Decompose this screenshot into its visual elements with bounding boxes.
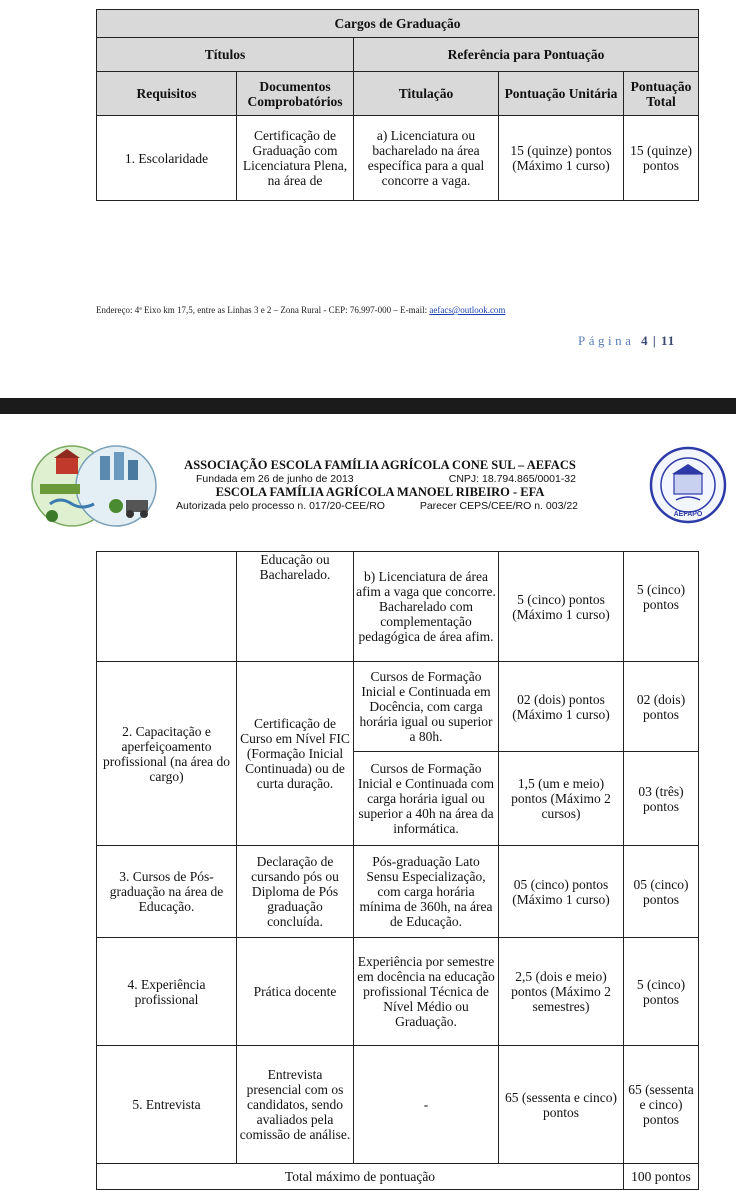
grading-table-part2 [96,551,699,1190]
table-row [97,552,699,662]
school-seal-icon [648,444,728,526]
cell-pontuacao-unitaria: 15 (quinze) pontos (Máximo 1 curso) [499,116,624,201]
col-header-requisitos: Requisitos [97,72,237,116]
cell-documentos: Prática docente [237,938,354,1046]
cell-titulacao: Pós-graduação Lato Sensu Especialização, com carga horária mínima de 360h, na área de Educação. [354,846,499,938]
table-row [97,938,699,1046]
parecer: Parecer CEPS/CEE/RO n. 003/22 [419,500,578,512]
founded-date: Fundada em 26 de junho de 2013 [196,473,354,485]
cell-requisito: 3. Cursos de Pós-graduação na área de Educação. [97,846,237,938]
total-label: Total máximo de pontuação [97,1164,624,1190]
cell-pontuacao-total: 15 (quinze) pontos [624,116,699,201]
cell-requisito: 2. Capacitação e aperfeiçoamento profissional (na área do cargo) [97,662,237,846]
table-row [97,662,699,752]
cell-pontuacao-unitaria: 65 (sessenta e cinco) pontos [499,1046,624,1164]
cell-pontuacao-unitaria: 05 (cinco) pontos (Máximo 1 curso) [499,846,624,938]
school-name: ESCOLA FAMÍLIA AGRÍCOLA MANOEL RIBEIRO - EFA [215,485,545,499]
page-divider [0,398,736,414]
cell-pontuacao-total: 5 (cinco) pontos [624,938,699,1046]
col-header-pontuacao-unitaria: Pontuação Unitária [499,72,624,116]
cell-pontuacao-total: 5 (cinco) pontos [624,552,699,662]
cell-documentos: Certificação de Curso em Nível FIC (Formação Inicial Continuada) ou de curta duração. [237,662,354,846]
table-title: Cargos de Graduação [97,10,699,38]
total-value: 100 pontos [624,1164,699,1190]
cell-pontuacao-unitaria: 02 (dois) pontos (Máximo 1 curso) [499,662,624,752]
aefacs-logo-icon [30,444,158,530]
cell-pontuacao-total: 02 (dois) pontos [624,662,699,752]
group-header-titulos: Títulos [97,38,354,72]
cell-titulacao: Cursos de Formação Inicial e Continuada em Docência, com carga horária igual ou superior a 80h. [354,662,499,752]
cell-titulacao: Experiência por semestre em docência na educação profissional Técnica de Nível Médio ou Graduação. [354,938,499,1046]
group-header-referencia: Referência para Pontuação [354,38,699,72]
cell-pontuacao-total: 65 (sessenta e cinco) pontos [624,1046,699,1164]
cell-pontuacao-unitaria: 1,5 (um e meio) pontos (Máximo 2 cursos) [499,752,624,846]
footer-address [96,305,505,315]
cell-documentos: Entrevista presencial com os candidatos, sendo avaliados pela comissão de análise. [237,1046,354,1164]
page-label: Página [578,333,635,348]
page-number-value: 4 | 11 [641,333,676,348]
authorization-line [170,500,590,512]
footer-address-text: Endereço: 4ª Eixo km 17,5, entre as Linhas 3 e 2 – Zona Rural - CEP: 76.997-000 – E-mail: [96,305,430,315]
cell-pontuacao-unitaria: 2,5 (dois e meio) pontos (Máximo 2 semestres) [499,938,624,1046]
cell-documentos: Declaração de cursando pós ou Diploma de Pós graduação concluída. [237,846,354,938]
col-header-pontuacao-total: Pontuação Total [624,72,699,116]
cell-documentos: Educação ou Bacharelado. [237,552,354,662]
cell-requisito: 5. Entrevista [97,1046,237,1164]
grading-table-part1 [96,9,699,201]
cell-requisito: 4. Experiência profissional [97,938,237,1046]
table-row [97,116,699,201]
document-page-5 [0,414,736,1200]
table-row-total [97,1164,699,1190]
cell-pontuacao-total: 05 (cinco) pontos [624,846,699,938]
table-row [97,846,699,938]
cell-pontuacao-unitaria: 5 (cinco) pontos (Máximo 1 curso) [499,552,624,662]
cell-pontuacao-total: 03 (três) pontos [624,752,699,846]
cell-requisito: 1. Escolaridade [97,116,237,201]
footer-email-link[interactable]: aefacs@outlook.com [429,305,506,315]
authorization: Autorizada pelo processo n. 017/20-CEE/RO [176,500,385,512]
institution-header [170,458,590,512]
document-page-4 [0,0,736,398]
founded-cnpj-line [170,473,590,485]
page-number [578,333,675,349]
cell-titulacao: a) Licenciatura ou bacharelado na área específica para a qual concorre a vaga. [354,116,499,201]
cell-documentos: Certificação de Graduação com Licenciatura Plena, na área de [237,116,354,201]
cnpj: CNPJ: 18.794.865/0001-32 [448,473,576,485]
cell-titulacao: b) Licenciatura de área afim a vaga que concorre. Bacharelado com complementação pedagógica de área afim. [354,552,499,662]
col-header-titulacao: Titulação [354,72,499,116]
col-header-documentos: Documentos Comprobatórios [237,72,354,116]
cell-requisito-empty [97,552,237,662]
cell-titulacao: - [354,1046,499,1164]
table-row [97,1046,699,1164]
cell-titulacao: Cursos de Formação Inicial e Continuada com carga horária igual ou superior a 40h na área da informática. [354,752,499,846]
association-name: ASSOCIAÇÃO ESCOLA FAMÍLIA AGRÍCOLA CONE SUL – AEFACS [184,458,576,472]
seal-text: AEFAPO [673,511,703,518]
